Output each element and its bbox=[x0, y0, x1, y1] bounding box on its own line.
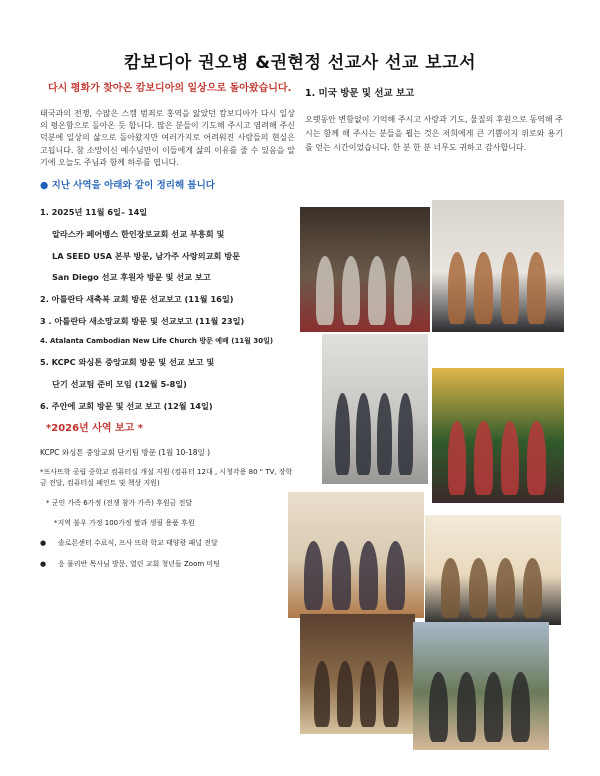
section-heading: ● 지난 사역을 아래와 같이 정리해 봅니다 bbox=[40, 180, 215, 192]
photo-world-map-wall bbox=[432, 200, 564, 332]
ministry-item: 5. KCPC 와싱톤 중앙교회 방문 및 선교 보고 및 bbox=[40, 357, 215, 368]
report-2026-heading: *2026년 사역 보고 * bbox=[46, 423, 144, 435]
photo-restaurant-meal bbox=[300, 614, 415, 734]
bullet-item bbox=[40, 538, 295, 549]
sub-item: *지역 불우 가정 100가정 쌀과 생필 용품 후원 bbox=[54, 519, 195, 527]
photo-person-shape bbox=[523, 558, 542, 619]
right-column bbox=[305, 86, 563, 155]
photo-person-shape bbox=[383, 661, 399, 727]
ministry-item: 2. 아틀란타 새축복 교회 방문 선교보고 (11월 16일) bbox=[40, 293, 234, 304]
photo-dinner-table bbox=[425, 515, 561, 625]
photo-person-shape bbox=[448, 421, 466, 495]
photo-person-shape bbox=[429, 672, 448, 742]
photo-person-shape bbox=[316, 256, 334, 325]
photo-person-shape bbox=[337, 661, 353, 727]
photo-person-shape bbox=[527, 421, 545, 495]
photo-selfie-outdoors bbox=[413, 622, 549, 750]
photo-person-shape bbox=[314, 661, 330, 727]
photo-person-shape bbox=[398, 393, 413, 476]
photo-person-shape bbox=[501, 421, 519, 495]
sub-item: *프사뜨학 공립 중학교 컴퓨터실 개설 지원 (컴퓨터 12대 , 시청각용 80 " TV, 장학금 전달, 컴퓨터실 페인트 및 책상 지원) bbox=[40, 468, 293, 488]
photo-person-shape bbox=[335, 393, 350, 476]
bullet-text: 응 물리반 목사님 방문, 열린 교회 청년들 Zoom 미팅 bbox=[58, 559, 220, 568]
photo-cross-wall bbox=[322, 334, 428, 484]
ministry-item: 3 . 아틀란타 새소망교회 방문 및 선교보고 (11월 23일) bbox=[40, 315, 245, 326]
photo-person-shape bbox=[360, 661, 376, 727]
bullet-item bbox=[40, 559, 295, 570]
photo-person-shape bbox=[496, 558, 515, 619]
photo-person-shape bbox=[527, 252, 545, 325]
photo-church-group bbox=[300, 207, 430, 332]
photo-person-shape bbox=[377, 393, 392, 476]
ministry-item: LA SEED USA 본부 방문, 남가주 사랑의교회 방문 bbox=[52, 250, 241, 261]
ministry-item: 6. 주안에 교회 방문 및 선교 보고 (12월 14일) bbox=[40, 400, 213, 411]
photo-person-shape bbox=[304, 541, 323, 610]
photo-christmas-tree bbox=[432, 368, 564, 503]
left-column bbox=[40, 80, 295, 580]
photo-fellowship-group bbox=[288, 492, 424, 618]
photo-person-shape bbox=[342, 256, 360, 325]
photo-person-shape bbox=[469, 558, 488, 619]
photo-person-shape bbox=[474, 252, 492, 325]
photo-person-shape bbox=[359, 541, 378, 610]
visit-heading: 1. 미국 방문 및 선교 보고 bbox=[305, 88, 415, 99]
bullet-text: 솔로몬센터 수료식, 프사 뜨락 학교 태양광 패널 전달 bbox=[58, 538, 218, 547]
photo-person-shape bbox=[368, 256, 386, 325]
photo-person-shape bbox=[332, 541, 351, 610]
sub-item: * 군인 가족 6가정 (전쟁 참가 가족) 후원금 전달 bbox=[46, 499, 193, 508]
photo-person-shape bbox=[484, 672, 503, 742]
photo-person-shape bbox=[441, 558, 460, 619]
bullet-dot-icon: ● bbox=[40, 559, 47, 568]
page-title: 캄보디아 권오병 &권현정 선교사 선교 보고서 bbox=[123, 53, 476, 73]
intro-paragraph: 태국과의 전쟁, 수많은 스캠 범죄로 홍역을 앓았던 캄보디아가 다시 일상의 평온함으로 돌아온 듯 합니다. 많은 분들이 기도해 주시고 염려해 주신 덕분에 일상의 삶으로 돌아왔지만 여러가지로 어려워진 사람들의 현실은 고됩니다. 참 소망이신 예수님만이 이들에게 삶의 이유를 줄 수 있음을 알기에 오늘도 주님과 함께 하루를 엽니다. bbox=[40, 108, 295, 168]
photo-person-shape bbox=[448, 252, 466, 325]
ministry-item: San Diego 선교 후원자 방문 및 선교 보고 bbox=[52, 272, 211, 283]
bullet-dot-icon: ● bbox=[40, 538, 47, 547]
visit-paragraph: 오랫동안 변함없이 기억해 주시고 사랑과 기도, 물질의 후원으로 동역해 주시는 함께 해 주시는 분들을 뵙는 것은 저희에게 큰 기쁨이지 위로와 용기를 얻는 시간이었습니다. 한 분 한 분 너무도 귀하고 감사합니다. bbox=[305, 115, 563, 153]
photo-person-shape bbox=[457, 672, 476, 742]
ministry-item: 단기 선교팀 준비 모임 (12월 5-8일) bbox=[52, 378, 187, 389]
photo-person-shape bbox=[394, 256, 412, 325]
report-2026-line: KCPC 와싱톤 중앙교회 단기팀 방문 (1월 10-18일 ) bbox=[40, 447, 211, 457]
photo-person-shape bbox=[474, 421, 492, 495]
photo-person-shape bbox=[501, 252, 519, 325]
intro-heading: 다시 평화가 찾아온 캄보디아의 일상으로 돌아왔습니다. bbox=[48, 83, 292, 94]
ministry-item: 알라스카 페어뱅스 한인장로교회 선교 부흥회 및 bbox=[52, 228, 225, 239]
photo-person-shape bbox=[356, 393, 371, 476]
photo-person-shape bbox=[511, 672, 530, 742]
ministry-item: 1. 2025년 11월 6일– 14일 bbox=[40, 207, 148, 218]
photo-person-shape bbox=[386, 541, 405, 610]
ministry-item: 4. Atalanta Cambodian New Life Church 방문 예배 (11월 30일) bbox=[40, 337, 274, 346]
